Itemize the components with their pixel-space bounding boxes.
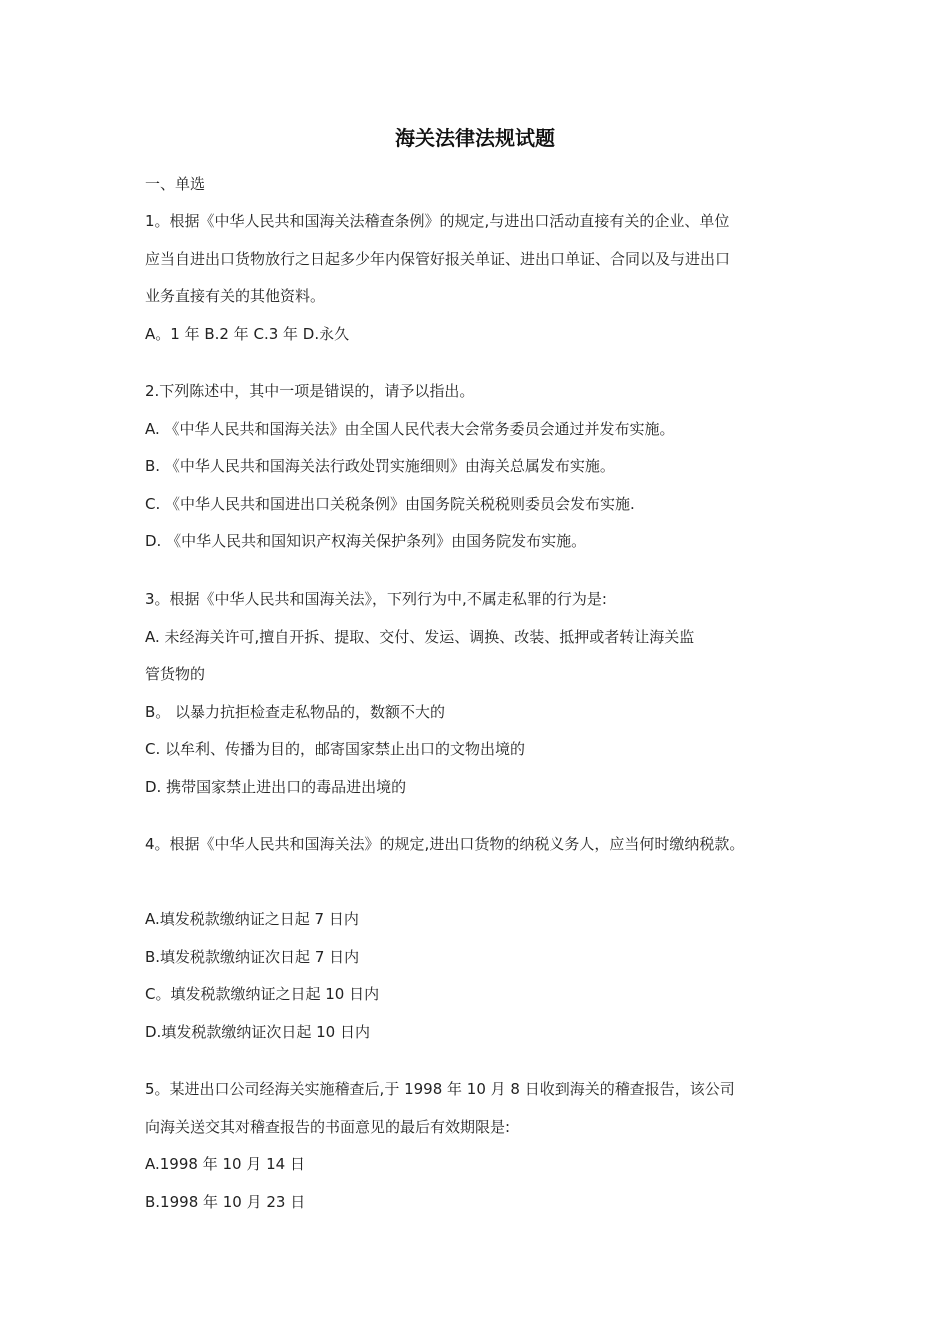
section-heading: 一、单选 [145,175,206,193]
question-4-option-c: C。填发税款缴纳证之日起 10 日内 [145,985,380,1003]
question-3-option-c: C. 以牟利、传播为目的，邮寄国家禁止出口的文物出境的 [145,740,526,758]
question-2-option-c: C. 《中华人民共和国进出口关税条例》由国务院关税税则委员会发布实施. [145,495,635,513]
question-3-option-d: D. 携带国家禁止进出口的毒品进出境的 [145,778,407,796]
question-4-text: 4。根据《中华人民共和国海关法》的规定,进出口货物的纳税义务人，应当何时缴纳税款。 [145,835,745,853]
question-3-option-a-line-1: A. 未经海关许可,擅自开拆、提取、交付、发运、调换、改装、抵押或者转让海关监 [145,628,695,646]
document-title: 海关法律法规试题 [395,126,555,150]
question-5-line-1: 5。某进出口公司经海关实施稽查后,于 1998 年 10 月 8 日收到海关的稽查报告，该公司 [145,1080,735,1098]
question-5-option-b: B.1998 年 10 月 23 日 [145,1193,306,1211]
question-5-line-2: 向海关送交其对稽查报告的书面意见的最后有效期限是: [145,1118,511,1136]
question-1-line-2: 应当自进出口货物放行之日起多少年内保管好报关单证、进出口单证、合同以及与进出口 [145,250,731,268]
question-1-line-1: 1。根据《中华人民共和国海关法稽查条例》的规定,与进出口活动直接有关的企业、单位 [145,212,730,230]
question-1-options: A。1 年 B.2 年 C.3 年 D.永久 [145,325,350,343]
question-1-line-3: 业务直接有关的其他资料。 [145,287,326,305]
question-3-option-a-line-2: 管货物的 [145,665,206,683]
question-4-option-a: A.填发税款缴纳证之日起 7 日内 [145,910,359,928]
question-5-option-a: A.1998 年 10 月 14 日 [145,1155,305,1173]
question-4-option-d: D.填发税款缴纳证次日起 10 日内 [145,1023,370,1041]
question-2-option-b: B. 《中华人民共和国海关法行政处罚实施细则》由海关总属发布实施。 [145,457,615,475]
question-2-text: 2.下列陈述中，其中一项是错误的，请予以指出。 [145,382,475,400]
question-2-option-d: D. 《中华人民共和国知识产权海关保护条列》由国务院发布实施。 [145,532,587,550]
question-2-option-a: A. 《中华人民共和国海关法》由全国人民代表大会常务委员会通过并发布实施。 [145,420,675,438]
question-4-option-b: B.填发税款缴纳证次日起 7 日内 [145,948,360,966]
question-3-option-b: B。 以暴力抗拒检查走私物品的，数额不大的 [145,703,446,721]
question-3-text: 3。根据《中华人民共和国海关法》，下列行为中,不属走私罪的行为是: [145,590,607,608]
